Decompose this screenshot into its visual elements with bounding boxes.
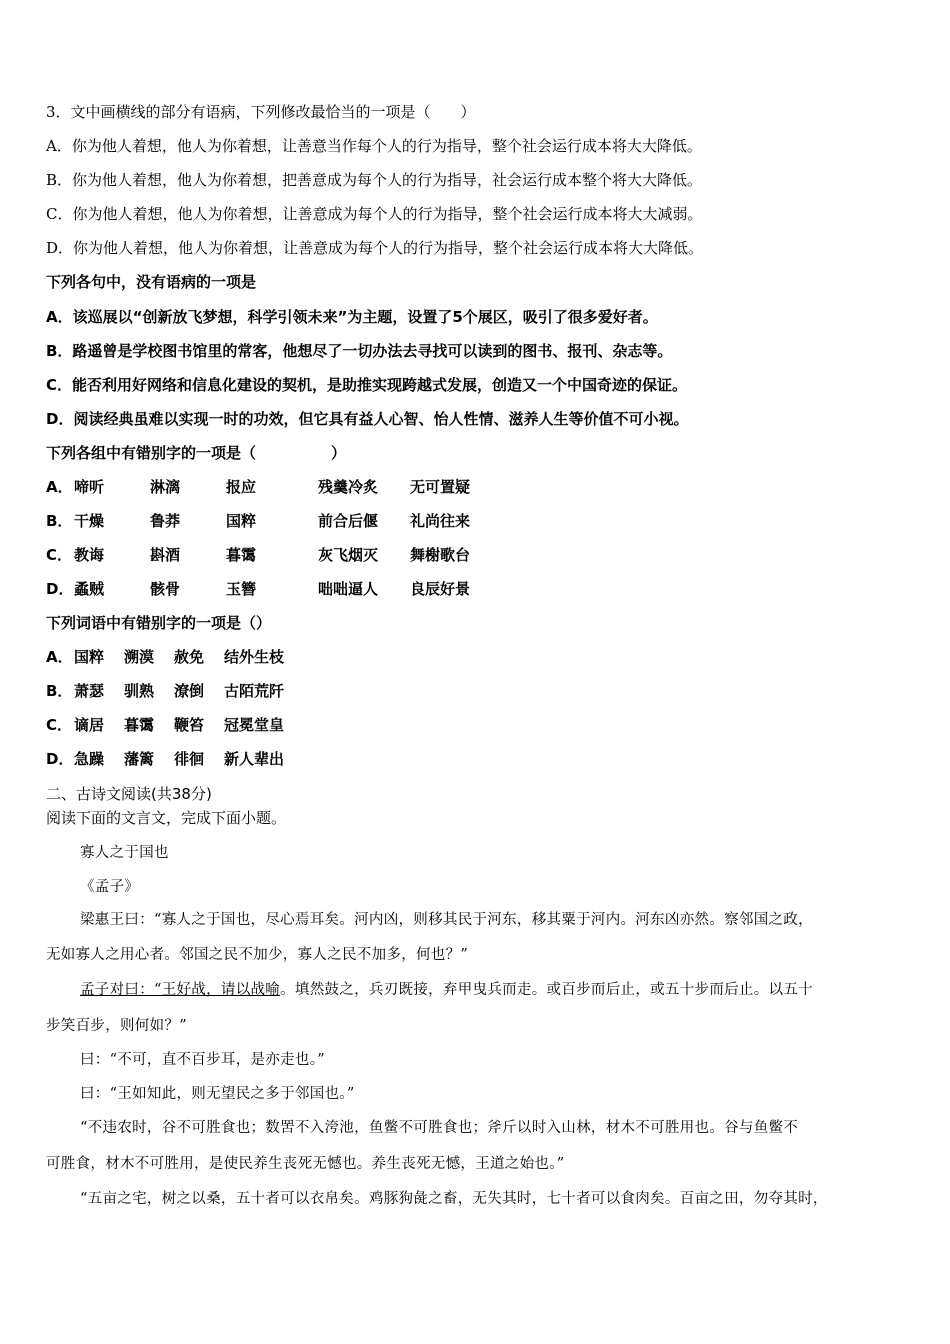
typo1-option-a: A．啼听 淋漓 报应 残羹冷炙 无可置疑 bbox=[46, 478, 471, 496]
q3-option-d: D．你为他人着想，他人为你着想，让善意成为每个人的行为指导，整个社会运行成本将大大降低。 bbox=[46, 239, 704, 257]
passage-title: 寡人之于国也 bbox=[80, 845, 169, 861]
grammar-option-c: C．能否利用好网络和信息化建设的契机，是助推实现跨越式发展，创造又一个中国奇迹的保证。 bbox=[46, 376, 688, 394]
grammar-option-b: B．路遥曾是学校图书馆里的常客，他想尽了一切办法去寻找可以读到的图书、报刊、杂志等。 bbox=[46, 342, 673, 360]
passage-paragraph-5-line-2: 可胜食，材木不可胜用，是使民养生丧死无憾也。养生丧死无憾，王道之始也。” bbox=[46, 1156, 565, 1172]
passage-author: 《孟子》 bbox=[80, 879, 140, 895]
passage-paragraph-5-line-1: “不违农时，谷不可胜食也；数罟不入洿池，鱼鳖不可胜食也；斧斤以时入山林，材木不可胜用也。谷与鱼鳖不 bbox=[80, 1120, 799, 1136]
passage-paragraph-1-line-1: 梁惠王曰：“寡人之于国也，尽心焉耳矣。河内凶，则移其民于河东，移其粟于河内。河东凶亦然。察邻国之政， bbox=[80, 912, 813, 928]
section-instruction: 阅读下面的文言文，完成下面小题。 bbox=[46, 809, 287, 827]
typo1-question-stem: 下列各组中有错别字的一项是（ ） bbox=[46, 444, 347, 462]
q3-stem: 3．文中画横线的部分有语病，下列修改最恰当的一项是（ ） bbox=[46, 103, 476, 121]
typo1-option-c: C． 教诲 斟酒 暮霭 灰飞烟灭 舞榭歌台 bbox=[46, 546, 471, 564]
typo1-option-b: B． 干燥 鲁莽 国粹 前合后偃 礼尚往来 bbox=[46, 512, 471, 530]
typo2-question-stem: 下列词语中有错别字的一项是（） bbox=[46, 614, 272, 632]
passage-paragraph-6-line-1: “五亩之宅，树之以桑，五十者可以衣帛矣。鸡豚狗彘之畜，无失其时，七十者可以食肉矣。百亩之田，勿夺其时， bbox=[80, 1191, 828, 1207]
q3-option-b: B．你为他人着想，他人为你着想，把善意成为每个人的行为指导，社会运行成本整个将大大降低。 bbox=[46, 171, 703, 189]
passage-paragraph-1-line-2: 无如寡人之用心者。邻国之民不加少，寡人之民不加多，何也？” bbox=[46, 947, 469, 963]
underlined-sentence: 孟子对曰：“王好战，请以战喻 bbox=[80, 982, 281, 998]
typo1-option-d: D．蟊贼 骸骨 玉簪 咄咄逼人 良辰好景 bbox=[46, 580, 471, 598]
q3-option-c: C．你为他人着想，他人为你着想，让善意成为每个人的行为指导，整个社会运行成本将大大减弱。 bbox=[46, 205, 703, 223]
grammar-option-a: A．该巡展以“创新放飞梦想，科学引领未来”为主题，设置了5个展区，吸引了很多爱好者。 bbox=[46, 308, 658, 326]
typo2-option-d: D．急躁 藩篱 徘徊 新人辈出 bbox=[46, 750, 285, 768]
typo2-option-a: A．国粹 溯漠 赦免 结外生枝 bbox=[46, 648, 285, 666]
typo2-option-c: C． 谪居 暮霭 鞭笞 冠冕堂皇 bbox=[46, 716, 285, 734]
grammar-option-d: D．阅读经典虽难以实现一时的功效，但它具有益人心智、怡人性情、滋养人生等价值不可小视。 bbox=[46, 410, 689, 428]
grammar-question-stem: 下列各句中，没有语病的一项是 bbox=[46, 273, 257, 291]
passage-paragraph-2-line-2: 步笑百步，则何如？” bbox=[46, 1018, 187, 1034]
passage-paragraph-3: 曰：“不可，直不百步耳，是亦走也。” bbox=[80, 1052, 325, 1068]
q3-option-a: A．你为他人着想，他人为你着想，让善意当作每个人的行为指导，整个社会运行成本将大大降低。 bbox=[46, 137, 702, 155]
passage-paragraph-4: 曰：“王如知此，则无望民之多于邻国也。” bbox=[80, 1086, 355, 1102]
typo2-option-b: B． 萧瑟 驯熟 潦倒 古陌荒阡 bbox=[46, 682, 285, 700]
section-title: 二、古诗文阅读(共38分) bbox=[46, 785, 212, 803]
passage-paragraph-2-line-1: 孟子对曰：“王好战，请以战喻。填然鼓之，兵刃既接，弃甲曳兵而走。或百步而后止，或五十步而后止。以五十 bbox=[80, 982, 813, 998]
